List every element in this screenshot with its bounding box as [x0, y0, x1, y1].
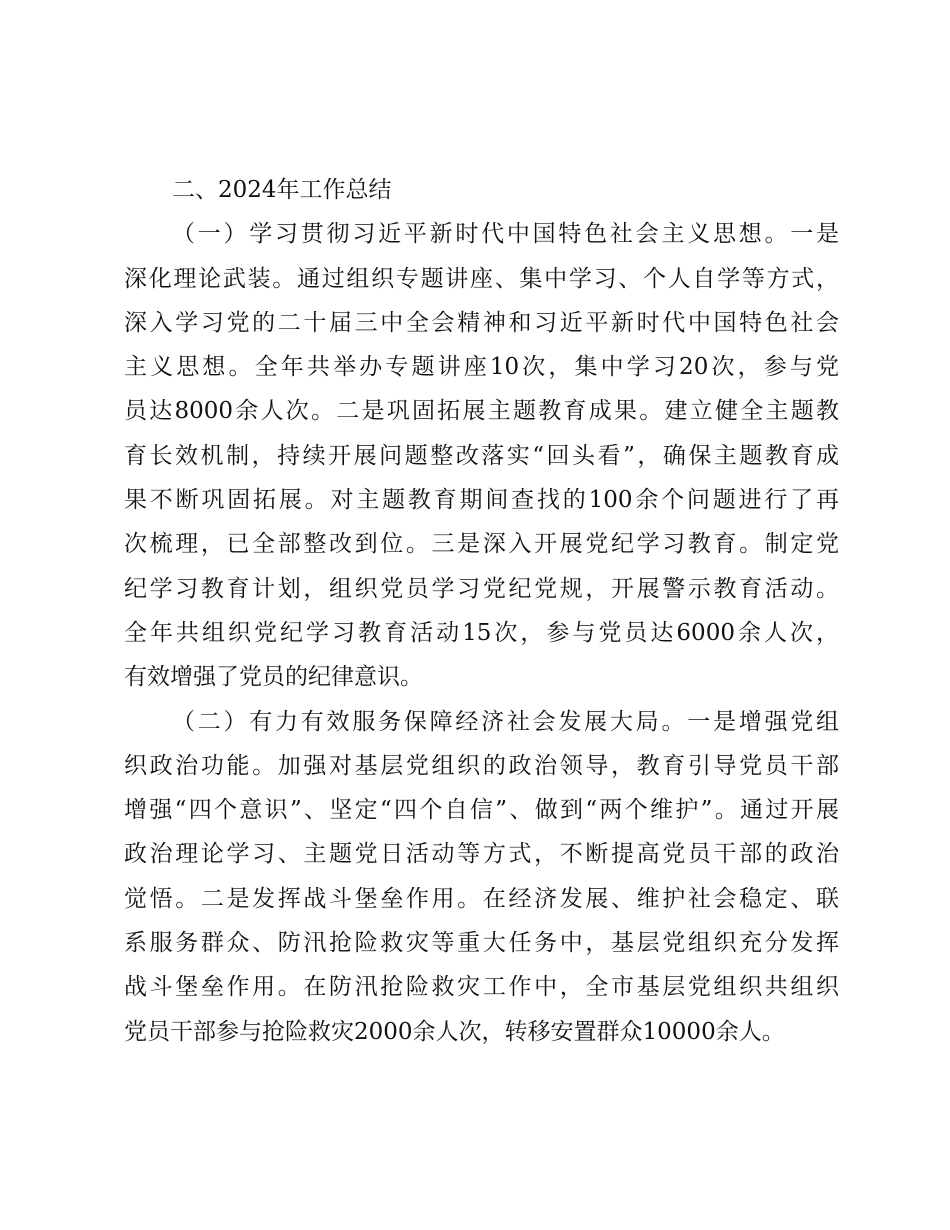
paragraph-line: 次梳理，已全部整改到位。三是深入开展党纪学习教育。制定党 [124, 531, 839, 558]
document-body [124, 168, 839, 1054]
paragraph-line: 有效增强了党员的纪律意识。 [124, 664, 423, 691]
paragraph-line: 员达8000余人次。二是巩固拓展主题教育成果。建立健全主题教 [124, 398, 839, 425]
paragraph-line: 织政治功能。加强对基层党组织的政治领导，教育引导党员干部 [124, 752, 839, 779]
paragraph-line: 主义思想。全年共举办专题讲座10次，集中学习20次，参与党 [124, 354, 839, 381]
paragraph-line: 系服务群众、防汛抢险救灾等重大任务中，基层党组织充分发挥 [124, 930, 839, 957]
paragraph-line: 深入学习党的二十届三中全会精神和习近平新时代中国特色社会 [124, 309, 839, 336]
paragraph-line: 增强“四个意识”、坚定“四个自信”、做到“两个维护”。通过开展 [124, 797, 839, 824]
paragraph-1 [124, 212, 839, 699]
section-heading: 二、2024年工作总结 [172, 177, 392, 203]
paragraph-line: 党员干部参与抢险救灾2000余人次，转移安置群众10000余人。 [124, 1018, 785, 1045]
paragraph-2 [124, 700, 839, 1054]
paragraph-line: （一）学习贯彻习近平新时代中国特色社会主义思想。一是 [172, 221, 839, 248]
paragraph-line: 纪学习教育计划，组织党员学习党纪党规，开展警示教育活动。 [124, 575, 839, 602]
paragraph-line: 深化理论武装。通过组织专题讲座、集中学习、个人自学等方式， [124, 265, 839, 292]
paragraph-line: 果不断巩固拓展。对主题教育期间查找的100余个问题进行了再 [124, 487, 839, 514]
paragraph-line: 战斗堡垒作用。在防汛抢险救灾工作中，全市基层党组织共组织 [124, 974, 839, 1001]
paragraph-line: 育长效机制，持续开展问题整改落实“回头看”，确保主题教育成 [124, 442, 839, 469]
paragraph-line: 觉悟。二是发挥战斗堡垒作用。在经济发展、维护社会稳定、联 [124, 885, 839, 912]
paragraph-line: 全年共组织党纪学习教育活动15次，参与党员达6000余人次， [124, 619, 839, 646]
paragraph-line: （二）有力有效服务保障经济社会发展大局。一是增强党组 [172, 708, 839, 735]
paragraph-line: 政治理论学习、主题党日活动等方式，不断提高党员干部的政治 [124, 841, 839, 868]
